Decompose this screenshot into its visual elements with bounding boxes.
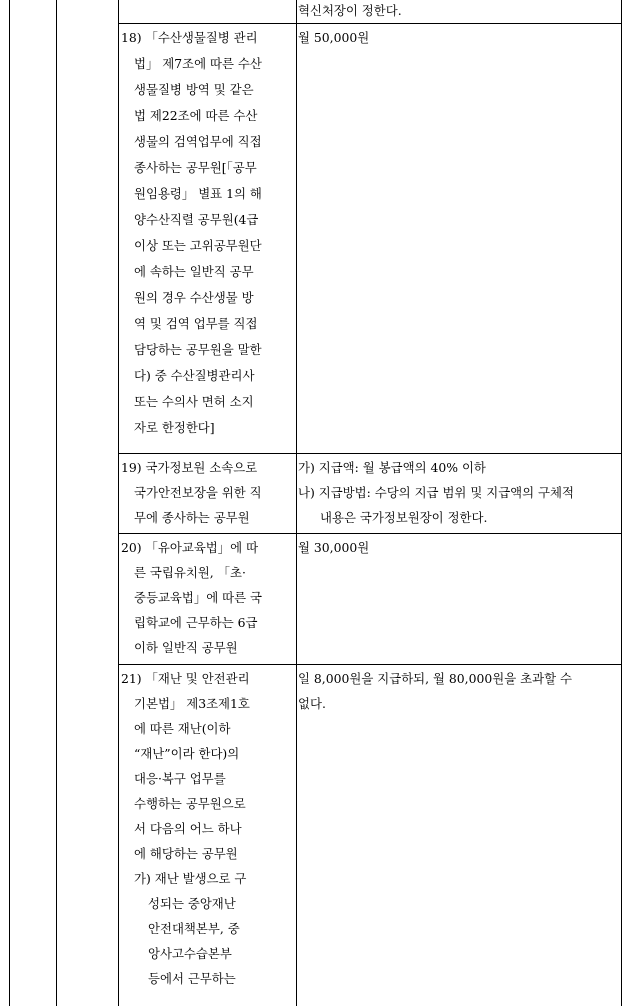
row20-qualification-line: 른 국립유치원, 「초· xyxy=(134,565,246,580)
row18-qualification-line: 자로 한정한다] xyxy=(134,420,215,435)
table-border-left xyxy=(9,0,10,1006)
row18-qualification-line: 또는 수의사 면허 소지 xyxy=(134,394,254,409)
row18-qualification-line: 생물질병 방역 및 같은 xyxy=(134,82,254,97)
row19-amount-line: 내용은 국가정보원장이 정한다. xyxy=(320,510,488,525)
row21-amount-line: 일 8,000원을 지급하되, 월 80,000원을 초과할 수 xyxy=(298,671,572,686)
row18-qualification-line: 종사하는 공무원[「공무 xyxy=(134,160,257,175)
row21-qualification-line: 앙사고수습본부 xyxy=(148,946,232,961)
row18-qualification-line: 법」 제7조에 따른 수산 xyxy=(134,56,262,71)
row18-qualification-line: 역 및 검역 업무를 직접 xyxy=(134,316,258,331)
row-separator-19 xyxy=(118,453,622,454)
row18-amount: 월 50,000원 xyxy=(298,30,370,45)
row19-qualification-line: 국가안전보장을 위한 직 xyxy=(134,485,262,500)
row19-qualification-line: 무에 종사하는 공무원 xyxy=(134,510,250,525)
row-separator-21 xyxy=(118,664,622,665)
row21-qualification-line: “재난”이라 한다)의 xyxy=(134,746,240,761)
row21-qualification-line: 가) 재난 발생으로 구 xyxy=(134,871,247,886)
row-separator-18 xyxy=(118,23,622,24)
row18-qualification-line: 법 제22조에 따른 수산 xyxy=(134,108,258,123)
column-divider-1 xyxy=(56,0,57,1006)
row18-qualification-line: 이상 또는 고위공무원단 xyxy=(134,238,262,253)
row20-qualification-line: 20) 「유아교육법」에 따 xyxy=(121,540,259,555)
row18-qualification-line: 생물의 검역업무에 직접 xyxy=(134,134,262,149)
row21-qualification-line: 등에서 근무하는 xyxy=(148,971,236,986)
row21-qualification-line: 안전대책본부, 중 xyxy=(148,921,240,936)
row21-amount-line: 없다. xyxy=(298,696,326,711)
row18-qualification-line: 에 속하는 일반직 공무 xyxy=(134,264,254,279)
column-divider-3 xyxy=(296,0,297,1006)
row18-qualification-line: 원임용령」 별표 1의 해 xyxy=(134,186,262,201)
row21-qualification-line: 에 따른 재난(이하 xyxy=(134,721,231,736)
row20-qualification-line: 이하 일반직 공무원 xyxy=(134,640,238,655)
row19-amount-line: 나) 지급방법: 수당의 지급 범위 및 지급액의 구체적 xyxy=(298,485,574,500)
row18-qualification-line: 담당하는 공무원을 말한 xyxy=(134,342,262,357)
row21-qualification-line: 기본법」 제3조제1호 xyxy=(134,696,250,711)
top-row-content: 혁신처장이 정한다. xyxy=(298,3,402,18)
row21-qualification-line: 대응·복구 업무를 xyxy=(134,771,226,786)
row21-qualification-line: 성되는 중앙재난 xyxy=(148,896,236,911)
row19-qualification-line: 19) 국가정보원 소속으로 xyxy=(121,460,258,475)
row20-qualification-line: 중등교육법」에 따른 국 xyxy=(134,590,262,605)
row-separator-20 xyxy=(118,533,622,534)
row18-qualification-line: 양수산직렬 공무원(4급 xyxy=(134,212,259,227)
row18-qualification-line: 18) 「수산생물질병 관리 xyxy=(121,30,258,45)
row21-qualification-line: 21) 「재난 및 안전관리 xyxy=(121,671,250,686)
row20-amount: 월 30,000원 xyxy=(298,540,370,555)
row20-qualification-line: 립학교에 근무하는 6급 xyxy=(134,615,258,630)
row21-qualification-line: 서 다음의 어느 하나 xyxy=(134,821,242,836)
row19-amount-line: 가) 지급액: 월 봉급액의 40% 이하 xyxy=(298,460,486,475)
row21-qualification-line: 에 해당하는 공무원 xyxy=(134,846,238,861)
row18-qualification-line: 다) 중 수산질병관리사 xyxy=(134,368,255,383)
row18-qualification-line: 원의 경우 수산생물 방 xyxy=(134,290,254,305)
row21-qualification-line: 수행하는 공무원으로 xyxy=(134,796,246,811)
column-divider-2 xyxy=(118,0,119,1006)
